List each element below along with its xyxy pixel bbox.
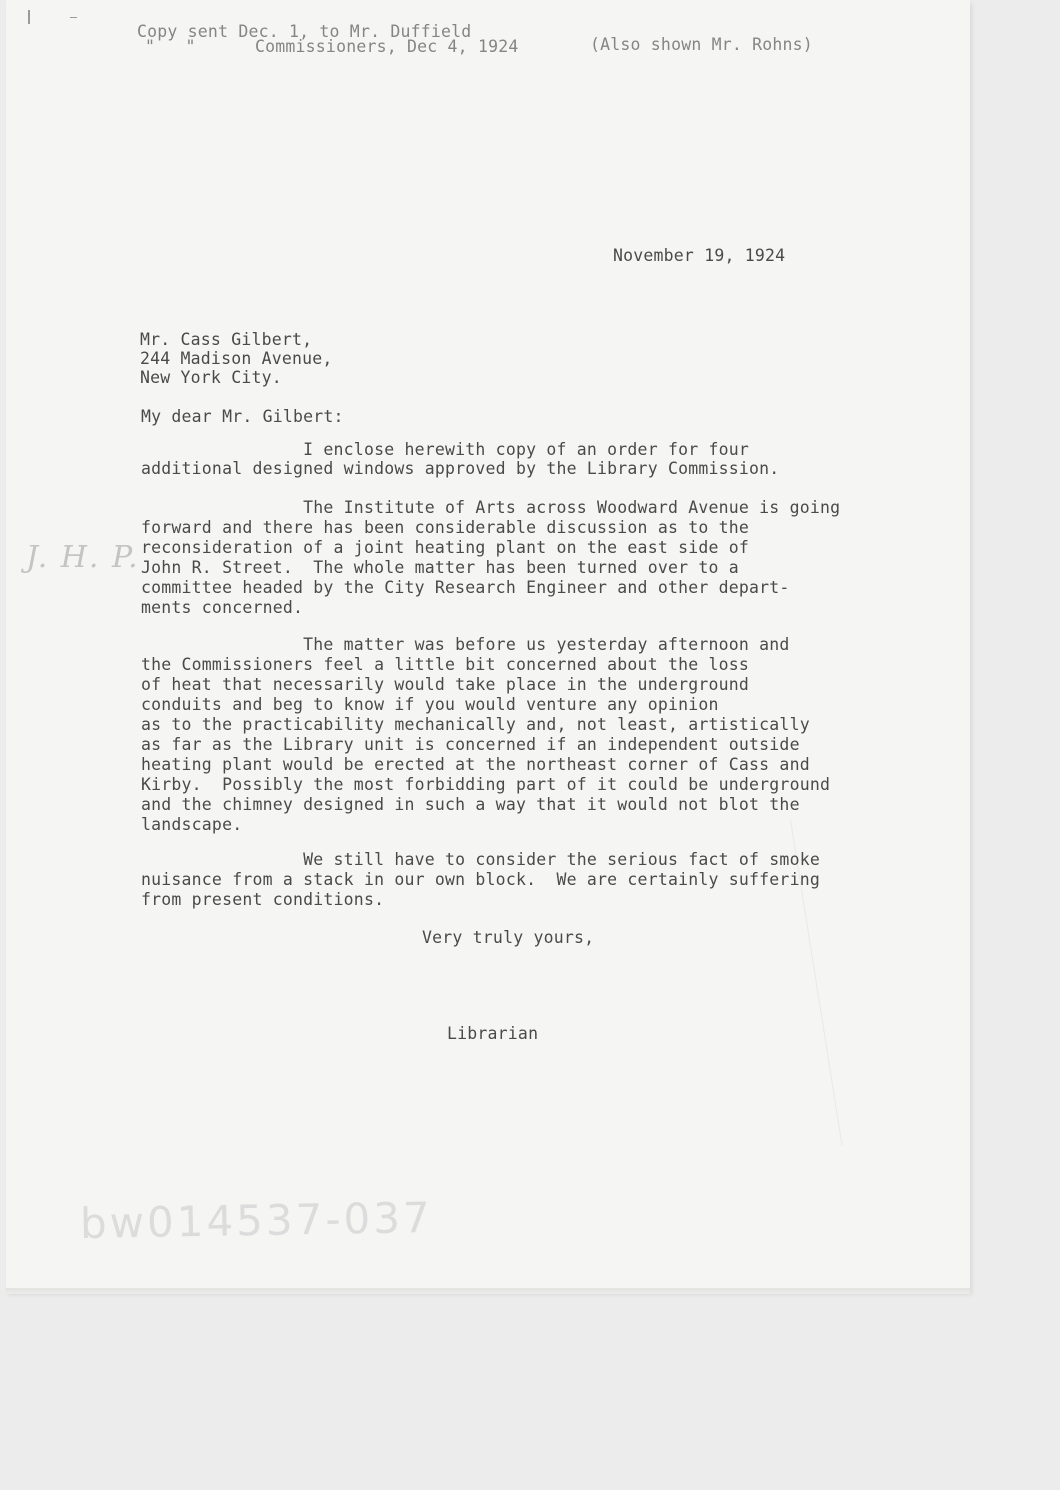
paragraph-line: reconsideration of a joint heating plant on the east side of xyxy=(141,538,750,557)
margin-initials: J. H. P. xyxy=(26,540,140,575)
paragraph-line: conduits and beg to know if you would venture any opinion xyxy=(141,695,719,714)
recipient-street: 244 Madison Avenue, xyxy=(140,349,333,368)
paragraph-line: I enclose herewith copy of an order for four xyxy=(141,440,750,459)
corner-mark xyxy=(70,17,77,18)
copy-note-line-1: Copy sent Dec. 1, to Mr. Duffield xyxy=(137,22,472,41)
archive-stamp: bw014537-037 xyxy=(79,1192,434,1249)
paragraph-line: the Commissioners feel a little bit concerned about the loss xyxy=(141,655,750,674)
paragraph-line: as to the practicability mechanically and, not least, artistically xyxy=(141,715,810,734)
paragraph-line: We still have to consider the serious fact of smoke xyxy=(141,850,820,869)
signature-title: Librarian xyxy=(447,1024,539,1043)
paragraph-line: committee headed by the City Research Engineer and other depart- xyxy=(141,578,790,597)
copy-note-also: (Also shown Mr. Rohns) xyxy=(590,35,813,54)
paragraph-line: Kirby. Possibly the most forbidding part of it could be underground xyxy=(141,775,831,794)
recipient-name: Mr. Cass Gilbert, xyxy=(140,330,313,349)
copy-note-line-2: Commissioners, Dec 4, 1924 xyxy=(255,37,519,56)
copy-note-ditto: " " xyxy=(145,37,196,56)
recipient-city: New York City. xyxy=(140,368,282,387)
paragraph-line: and the chimney designed in such a way that it would not blot the xyxy=(141,795,800,814)
salutation: My dear Mr. Gilbert: xyxy=(141,407,344,426)
page-shadow xyxy=(6,1288,970,1294)
paragraph-line: from present conditions. xyxy=(141,890,385,909)
paragraph-line: landscape. xyxy=(141,815,243,834)
letter-date: November 19, 1924 xyxy=(613,246,786,265)
paragraph-line: as far as the Library unit is concerned if an independent outside xyxy=(141,735,800,754)
paragraph-line: forward and there has been considerable discussion as to the xyxy=(141,518,750,537)
corner-mark xyxy=(28,10,30,24)
paragraph-line: ments concerned. xyxy=(141,598,304,617)
paragraph-line: The Institute of Arts across Woodward Avenue is going xyxy=(141,498,841,517)
paragraph-line: nuisance from a stack in our own block. We are certainly suffering xyxy=(141,870,820,889)
paragraph-line: The matter was before us yesterday afternoon and xyxy=(141,635,790,654)
paragraph-line: of heat that necessarily would take place in the underground xyxy=(141,675,750,694)
paragraph-line: John R. Street. The whole matter has been turned over to a xyxy=(141,558,739,577)
closing: Very truly yours, xyxy=(422,928,595,947)
paragraph-line: additional designed windows approved by the Library Commission. xyxy=(141,459,780,478)
paragraph-line: heating plant would be erected at the northeast corner of Cass and xyxy=(141,755,810,774)
